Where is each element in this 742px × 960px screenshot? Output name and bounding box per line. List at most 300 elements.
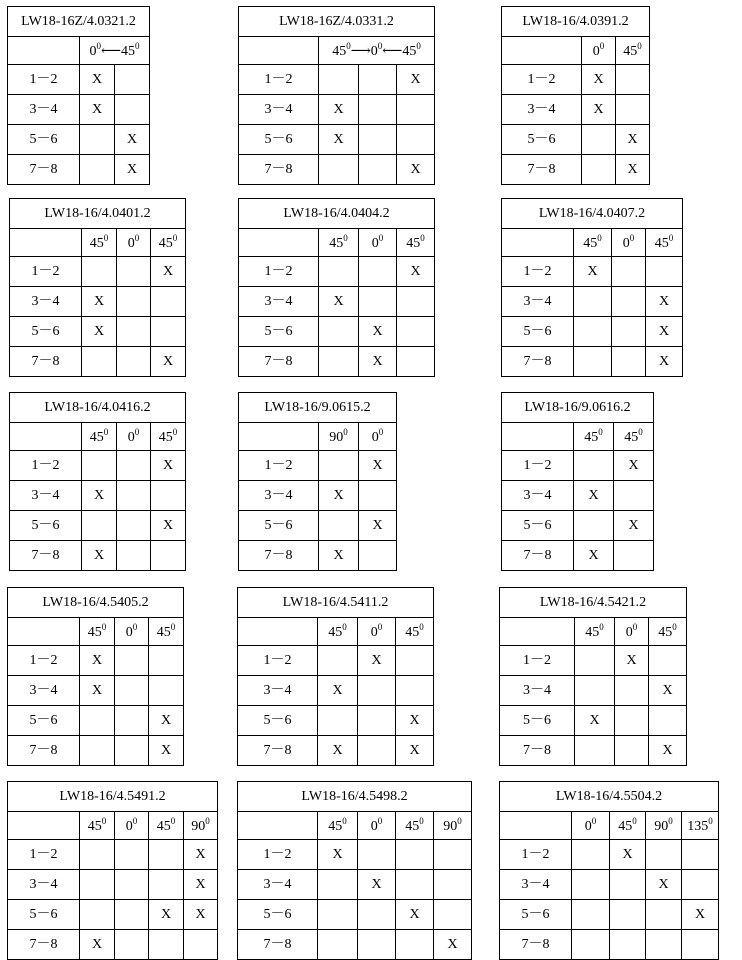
position-header: $45^0$ [151, 229, 186, 257]
table-title: LW18-16/4.5491.2 [8, 782, 218, 812]
contact-cell [397, 347, 435, 377]
contact-cell [646, 840, 682, 870]
contact-cell [396, 840, 434, 870]
table-row [239, 257, 435, 287]
contact-cell: X [646, 870, 682, 900]
contact-cell [359, 125, 397, 155]
header-blank [8, 37, 80, 65]
contact-label: 3－4 [238, 870, 318, 900]
contact-cell [358, 706, 396, 736]
position-header: $0^0$ [115, 812, 149, 840]
contact-label: 5－6 [500, 900, 572, 930]
table-row [239, 65, 435, 95]
table-row [500, 646, 687, 676]
position-header: $45^0$ [574, 229, 612, 257]
position-header: $45^0$ [82, 423, 117, 451]
contact-cell [574, 347, 612, 377]
contact-cell [318, 646, 358, 676]
table-row [239, 155, 435, 185]
header-blank [8, 618, 80, 646]
table-row [500, 870, 719, 900]
contact-cell [115, 930, 149, 960]
contact-label: 7－8 [10, 541, 82, 571]
contact-cell [615, 736, 649, 766]
contact-cell: X [80, 930, 115, 960]
contact-cell [574, 317, 612, 347]
contact-cell [397, 317, 435, 347]
table-title: LW18-16/4.5498.2 [238, 782, 472, 812]
contact-cell [151, 481, 186, 511]
header-blank [500, 618, 575, 646]
contact-label: 3－4 [500, 676, 575, 706]
contact-label: 3－4 [8, 676, 80, 706]
switch-table [7, 6, 150, 185]
contact-label: 7－8 [239, 155, 319, 185]
table-row [502, 155, 650, 185]
position-header: $0^0$ [359, 229, 397, 257]
contact-cell: X [82, 541, 117, 571]
switch-table [9, 392, 186, 571]
header-blank [238, 618, 318, 646]
position-header: $0^0$ [358, 812, 396, 840]
contact-label: 3－4 [502, 95, 582, 125]
contact-cell [682, 840, 719, 870]
contact-label: 1－2 [500, 840, 572, 870]
contact-cell [396, 676, 434, 706]
header-blank [10, 423, 82, 451]
contact-label: 7－8 [8, 930, 80, 960]
contact-cell: X [575, 706, 615, 736]
contact-label: 3－4 [502, 481, 574, 511]
table-row [10, 541, 186, 571]
switch-table [7, 781, 218, 960]
contact-label: 3－4 [8, 870, 80, 900]
switch-table [237, 587, 434, 766]
contact-label: 1－2 [238, 646, 318, 676]
contact-cell [318, 930, 358, 960]
contact-cell: X [358, 646, 396, 676]
contact-label: 7－8 [500, 736, 575, 766]
contact-cell [149, 840, 184, 870]
contact-cell: X [319, 481, 359, 511]
switch-table [499, 587, 687, 766]
table-row [239, 511, 397, 541]
contact-label: 5－6 [8, 900, 80, 930]
table-title: LW18-16/4.5411.2 [238, 588, 434, 618]
contact-cell [80, 706, 115, 736]
contact-label: 1－2 [8, 646, 80, 676]
position-header: $0^0$ [117, 229, 151, 257]
table-title: LW18-16/4.0416.2 [10, 393, 186, 423]
table-row [502, 451, 654, 481]
contact-cell [682, 870, 719, 900]
contact-cell [359, 481, 397, 511]
table-title: LW18-16/4.5421.2 [500, 588, 687, 618]
contact-label: 5－6 [500, 706, 575, 736]
header-blank [239, 423, 319, 451]
contact-cell [319, 451, 359, 481]
contact-cell [319, 257, 359, 287]
position-header: $45^0$ [318, 812, 358, 840]
contact-cell: X [82, 287, 117, 317]
contact-cell [115, 646, 149, 676]
contact-cell: X [682, 900, 719, 930]
contact-cell [612, 257, 646, 287]
contact-cell: X [397, 155, 435, 185]
contact-cell: X [184, 870, 218, 900]
table-row [238, 706, 434, 736]
contact-cell [358, 900, 396, 930]
contact-cell [151, 541, 186, 571]
table-row [10, 451, 186, 481]
contact-cell [610, 900, 646, 930]
contact-label: 5－6 [239, 511, 319, 541]
contact-label: 7－8 [238, 930, 318, 960]
table-row [8, 706, 184, 736]
table-row [10, 347, 186, 377]
contact-label: 7－8 [502, 155, 582, 185]
contact-cell [396, 870, 434, 900]
contact-cell [115, 676, 149, 706]
contact-cell [319, 65, 359, 95]
contact-cell [359, 287, 397, 317]
contact-cell [318, 870, 358, 900]
contact-label: 5－6 [238, 706, 318, 736]
contact-cell [574, 287, 612, 317]
position-header: $90^0$ [434, 812, 472, 840]
contact-cell: X [616, 155, 650, 185]
switch-table [501, 6, 650, 185]
contact-label: 5－6 [502, 125, 582, 155]
table-row [238, 930, 472, 960]
contact-label: 1－2 [239, 65, 319, 95]
contact-label: 5－6 [10, 511, 82, 541]
position-header: $45^0$ [80, 618, 115, 646]
position-header: $0^0$ [582, 37, 616, 65]
contact-cell [115, 65, 150, 95]
contact-cell [149, 930, 184, 960]
table-row [502, 541, 654, 571]
contact-cell: X [318, 736, 358, 766]
contact-cell [572, 840, 610, 870]
contact-cell [359, 257, 397, 287]
contact-cell [80, 900, 115, 930]
contact-cell [115, 706, 149, 736]
table-row [238, 676, 434, 706]
position-header: $45^0$ [80, 812, 115, 840]
position-header: $0^0$ [572, 812, 610, 840]
contact-cell: X [396, 900, 434, 930]
contact-cell: X [184, 900, 218, 930]
contact-label: 7－8 [10, 347, 82, 377]
contact-cell [649, 646, 687, 676]
contact-cell [117, 541, 151, 571]
table-row [238, 900, 472, 930]
position-header: $45^0$ [149, 618, 184, 646]
contact-cell [575, 676, 615, 706]
contact-cell [80, 155, 115, 185]
position-header: $0^0$ [117, 423, 151, 451]
contact-cell [115, 95, 150, 125]
contact-cell: X [610, 840, 646, 870]
contact-label: 7－8 [239, 541, 319, 571]
table-row [238, 870, 472, 900]
switch-table [238, 198, 435, 377]
contact-cell [359, 541, 397, 571]
contact-cell: X [319, 95, 359, 125]
contact-label: 5－6 [8, 125, 80, 155]
contact-label: 1－2 [10, 451, 82, 481]
contact-cell [82, 511, 117, 541]
contact-cell [117, 317, 151, 347]
contact-cell [117, 511, 151, 541]
table-row [8, 65, 150, 95]
contact-cell [184, 930, 218, 960]
contact-cell: X [80, 65, 115, 95]
contact-cell: X [397, 257, 435, 287]
contact-cell [646, 900, 682, 930]
switch-table [238, 392, 397, 571]
contact-cell: X [80, 676, 115, 706]
contact-cell [117, 451, 151, 481]
contact-label: 1－2 [8, 840, 80, 870]
contact-cell: X [319, 541, 359, 571]
contact-cell: X [82, 481, 117, 511]
contact-cell [359, 95, 397, 125]
position-header: $0^0$ [115, 618, 149, 646]
contact-cell [115, 840, 149, 870]
contact-cell: X [574, 541, 614, 571]
contact-cell [614, 481, 654, 511]
contact-cell [319, 317, 359, 347]
table-title: LW18-16/4.5504.2 [500, 782, 719, 812]
contact-cell: X [151, 451, 186, 481]
contact-cell [616, 95, 650, 125]
table-row [502, 257, 683, 287]
table-row [502, 317, 683, 347]
contact-cell: X [646, 347, 683, 377]
position-sequence-header: $45^0⟶0^0⟵45^0$ [319, 37, 435, 65]
position-header: $45^0$ [151, 423, 186, 451]
contact-cell: X [151, 257, 186, 287]
table-row [500, 900, 719, 930]
header-blank [502, 37, 582, 65]
table-row [8, 155, 150, 185]
contact-cell [572, 900, 610, 930]
position-header: $45^0$ [575, 618, 615, 646]
contact-cell [115, 736, 149, 766]
position-header: $45^0$ [397, 229, 435, 257]
position-header: $0^0$ [359, 423, 397, 451]
switch-table [9, 198, 186, 377]
contact-cell: X [115, 125, 150, 155]
switch-table [501, 198, 683, 377]
contact-cell [434, 840, 472, 870]
contact-cell [612, 347, 646, 377]
contact-cell: X [582, 95, 616, 125]
contact-cell: X [434, 930, 472, 960]
table-row [10, 257, 186, 287]
contact-cell: X [149, 706, 184, 736]
contact-cell [319, 511, 359, 541]
contact-cell [610, 870, 646, 900]
header-blank [502, 423, 574, 451]
contact-cell: X [359, 317, 397, 347]
contact-cell [434, 900, 472, 930]
contact-cell: X [82, 317, 117, 347]
contact-cell: X [396, 706, 434, 736]
position-header: $45^0$ [649, 618, 687, 646]
contact-cell [359, 155, 397, 185]
contact-label: 7－8 [8, 736, 80, 766]
contact-cell [646, 257, 683, 287]
table-title: LW18-16/9.0616.2 [502, 393, 654, 423]
contact-cell [582, 155, 616, 185]
table-title: LW18-16/4.0391.2 [502, 7, 650, 37]
contact-cell: X [646, 317, 683, 347]
table-row [239, 287, 435, 317]
contact-label: 3－4 [500, 870, 572, 900]
table-title: LW18-16/9.0615.2 [239, 393, 397, 423]
contact-cell: X [149, 736, 184, 766]
table-row [8, 930, 218, 960]
switch-table [501, 392, 654, 571]
contact-cell: X [616, 125, 650, 155]
contact-cell: X [318, 840, 358, 870]
contact-cell [80, 736, 115, 766]
position-header: $45^0$ [614, 423, 654, 451]
contact-cell [149, 646, 184, 676]
contact-cell [358, 840, 396, 870]
table-title: LW18-16Z/4.0321.2 [8, 7, 150, 37]
position-header: $90^0$ [646, 812, 682, 840]
contact-cell [115, 870, 149, 900]
table-row [239, 541, 397, 571]
position-header: $45^0$ [149, 812, 184, 840]
contact-cell [82, 347, 117, 377]
contact-cell [358, 676, 396, 706]
contact-cell [149, 676, 184, 706]
contact-cell [151, 287, 186, 317]
contact-label: 3－4 [10, 287, 82, 317]
contact-label: 7－8 [8, 155, 80, 185]
contact-cell: X [359, 511, 397, 541]
contact-cell [318, 900, 358, 930]
table-row [500, 840, 719, 870]
table-title: LW18-16Z/4.0331.2 [239, 7, 435, 37]
table-row [500, 676, 687, 706]
table-title: LW18-16/4.0401.2 [10, 199, 186, 229]
table-row [238, 840, 472, 870]
table-row [10, 481, 186, 511]
table-row [502, 347, 683, 377]
contact-cell: X [614, 451, 654, 481]
contact-cell [574, 511, 614, 541]
contact-cell [319, 155, 359, 185]
contact-cell [615, 676, 649, 706]
contact-cell [396, 646, 434, 676]
contact-cell [575, 736, 615, 766]
contact-label: 7－8 [238, 736, 318, 766]
contact-label: 7－8 [502, 541, 574, 571]
position-header: $0^0$ [358, 618, 396, 646]
table-row [8, 840, 218, 870]
contact-cell: X [319, 125, 359, 155]
position-header: $0^0$ [612, 229, 646, 257]
contact-cell [82, 257, 117, 287]
position-header: $90^0$ [319, 423, 359, 451]
table-title: LW18-16/4.0407.2 [502, 199, 683, 229]
contact-cell: X [574, 257, 612, 287]
contact-label: 5－6 [239, 317, 319, 347]
contact-label: 3－4 [10, 481, 82, 511]
switch-table [238, 6, 435, 185]
contact-cell [610, 930, 646, 960]
contact-cell: X [396, 736, 434, 766]
position-header: $45^0$ [610, 812, 646, 840]
contact-cell [80, 840, 115, 870]
table-row [10, 511, 186, 541]
position-header: $45^0$ [574, 423, 614, 451]
position-sequence-header: $0^0⟵45^0$ [80, 37, 150, 65]
table-row [239, 451, 397, 481]
position-header: $135^0$ [682, 812, 719, 840]
header-blank [239, 229, 319, 257]
contact-cell: X [649, 736, 687, 766]
contact-cell: X [397, 65, 435, 95]
contact-cell [358, 930, 396, 960]
table-row [500, 736, 687, 766]
contact-label: 5－6 [502, 317, 574, 347]
contact-cell [115, 900, 149, 930]
contact-cell [318, 706, 358, 736]
contact-cell: X [319, 287, 359, 317]
table-row [502, 481, 654, 511]
table-row [502, 287, 683, 317]
contact-label: 1－2 [10, 257, 82, 287]
header-blank [8, 812, 80, 840]
table-row [10, 287, 186, 317]
contact-cell [682, 930, 719, 960]
contact-cell [117, 481, 151, 511]
contact-label: 1－2 [502, 65, 582, 95]
contact-label: 5－6 [239, 125, 319, 155]
contact-cell: X [615, 646, 649, 676]
table-row [502, 65, 650, 95]
table-row [500, 706, 687, 736]
contact-cell [612, 287, 646, 317]
contact-cell: X [646, 287, 683, 317]
contact-cell: X [359, 347, 397, 377]
contact-cell [649, 706, 687, 736]
position-header: $45^0$ [396, 812, 434, 840]
position-header: $0^0$ [615, 618, 649, 646]
contact-cell: X [80, 95, 115, 125]
table-title: LW18-16/4.5405.2 [8, 588, 184, 618]
header-blank [238, 812, 318, 840]
contact-cell [80, 870, 115, 900]
contact-label: 1－2 [8, 65, 80, 95]
contact-cell: X [151, 347, 186, 377]
position-header: $45^0$ [616, 37, 650, 65]
table-row [238, 646, 434, 676]
position-header: $45^0$ [319, 229, 359, 257]
contact-cell [582, 125, 616, 155]
contact-label: 7－8 [502, 347, 574, 377]
switch-table [7, 587, 184, 766]
contact-cell [574, 451, 614, 481]
contact-label: 1－2 [502, 257, 574, 287]
